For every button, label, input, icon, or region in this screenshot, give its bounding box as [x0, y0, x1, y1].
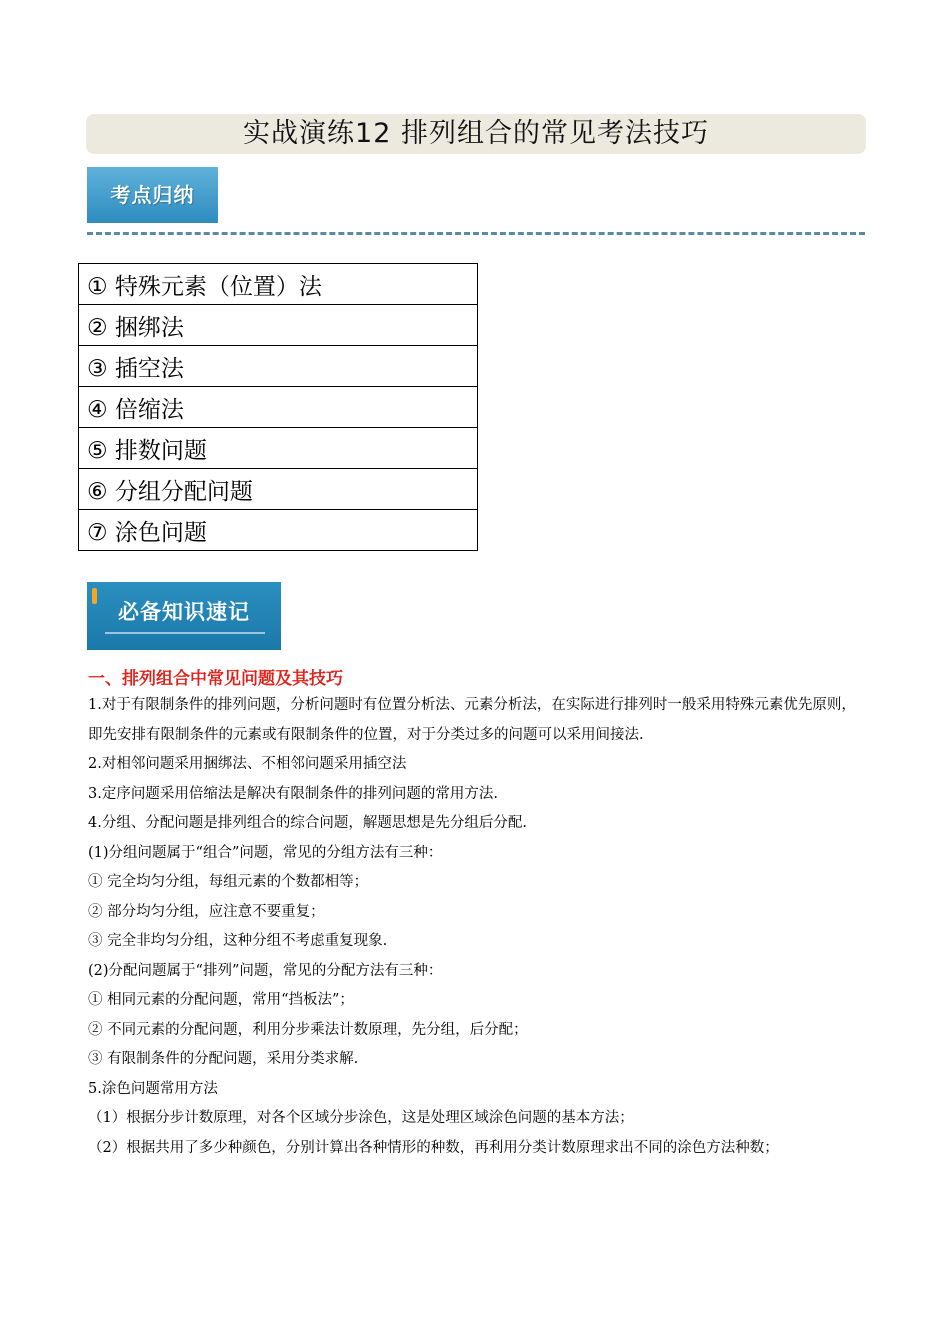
table-row [79, 428, 478, 469]
section-tag-kaodian: 考点归纳 [87, 167, 218, 223]
table-cell: ② 捆绑法 [79, 305, 478, 346]
table-cell: ① 特殊元素（位置）法 [79, 264, 478, 305]
table-row [79, 305, 478, 346]
method-table [78, 263, 478, 551]
paragraph: ③ 完全非均匀分组，这种分组不考虑重复现象. [88, 933, 388, 949]
paragraph: (1)分组问题属于“组合”问题，常见的分组方法有三种： [88, 844, 443, 861]
section-tag-bibei [87, 582, 281, 650]
table-row [79, 510, 478, 551]
paragraph: 1.对于有限制条件的排列问题，分析问题时有位置分析法、元素分析法，在实际进行排列时一般采用特殊元素优先原则，即先安排有限制条件的元素或有限制条件的位置，对于分类过多的问题可以采用间接法. [88, 697, 856, 743]
table-row [79, 387, 478, 428]
paragraph: (2)分配问题属于“排列”问题，常见的分配方法有三种： [88, 962, 443, 979]
paragraph: ③ 有限制条件的分配问题，采用分类求解. [88, 1051, 359, 1067]
paragraph: 5.涂色问题常用方法 [88, 1080, 218, 1097]
paragraph: 2.对相邻问题采用捆绑法、不相邻问题采用插空法 [88, 756, 407, 772]
table-row [79, 264, 478, 305]
paragraph: （2）根据共用了多少种颜色，分别计算出各种情形的种数，再利用分类计数原理求出不同的涂色方法种数； [88, 1139, 779, 1156]
tag-underline [105, 632, 265, 634]
table-row [79, 346, 478, 387]
table-row [79, 469, 478, 510]
section-heading: 一、排列组合中常见问题及其技巧 [88, 669, 343, 689]
page-title: 实战演练12 排列组合的常见考法技巧 [86, 114, 866, 154]
paragraph: ① 完全均匀分组，每组元素的个数都相等； [88, 874, 369, 890]
paragraph: （1）根据分步计数原理，对各个区域分步涂色，这是处理区域涂色问题的基本方法； [88, 1110, 634, 1126]
section-tag-label: 必备知识速记 [118, 600, 250, 624]
dashed-divider [87, 232, 865, 235]
table-cell: ④ 倍缩法 [79, 387, 478, 428]
paragraph: 4.分组、分配问题是排列组合的综合问题，解题思想是先分组后分配. [88, 815, 527, 831]
table-cell: ⑥ 分组分配问题 [79, 469, 478, 510]
paragraph: ① 相同元素的分配问题，常用“挡板法”； [88, 992, 354, 1008]
body-text [88, 691, 858, 1163]
table-cell: ⑤ 排数问题 [79, 428, 478, 469]
paragraph: ② 不同元素的分配问题，利用分步乘法计数原理，先分组，后分配； [88, 1021, 528, 1038]
table-cell: ⑦ 涂色问题 [79, 510, 478, 551]
paragraph: 3.定序问题采用倍缩法是解决有限制条件的排列问题的常用方法. [88, 785, 498, 802]
table-cell: ③ 插空法 [79, 346, 478, 387]
paragraph: ② 部分均匀分组，应注意不要重复； [88, 903, 325, 920]
